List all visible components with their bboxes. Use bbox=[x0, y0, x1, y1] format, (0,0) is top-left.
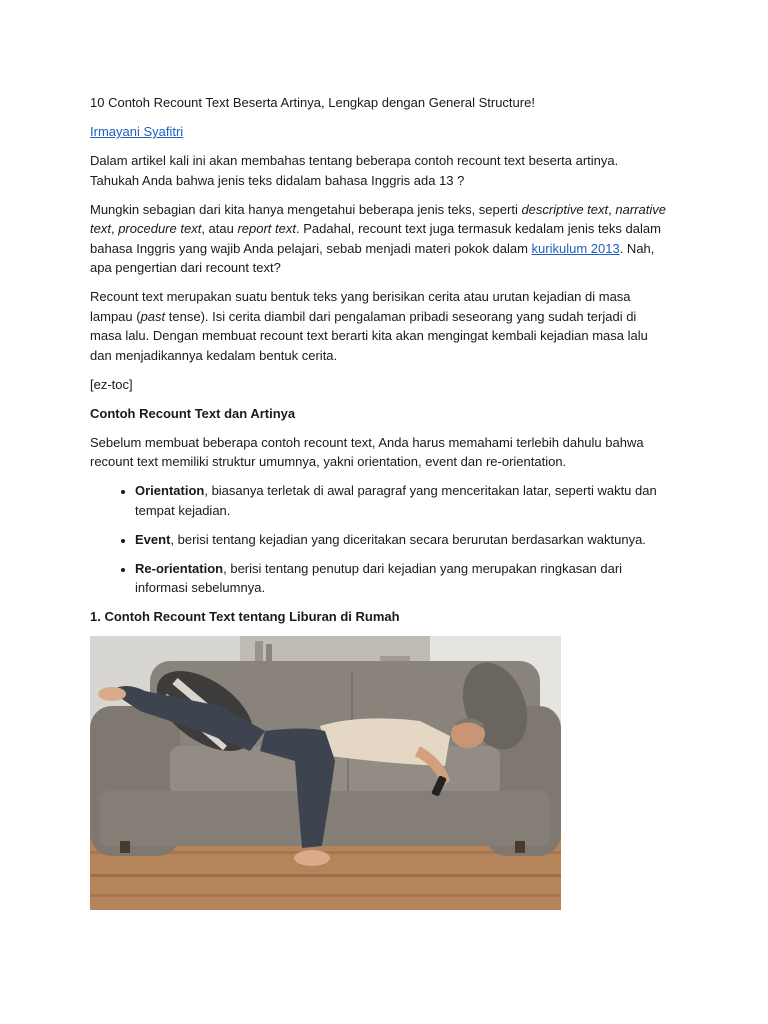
structure-paragraph: Sebelum membuat beberapa contoh recount text, Anda harus memahami terlebih dahulu bahwa recount text memiliki struktur umumnya, yakni orientation, event dan re-orientation. bbox=[90, 434, 644, 469]
list-item-reorientation: • Re-orientation, berisi tentang penutup dari kejadian yang merupakan ringkasan dari informasi sebelumnya. bbox=[135, 559, 670, 598]
document-body bbox=[90, 93, 670, 910]
author-line bbox=[90, 122, 670, 142]
list-item-event: • Event, berisi tentang kejadian yang diceritakan secara berurutan berdasarkan waktunya. bbox=[135, 530, 670, 550]
intro-paragraph: Dalam artikel kali ini akan membahas tentang beberapa contoh recount text beserta artinya. Tahukah Anda bahwa jenis teks didalam bahasa Inggris ada 13 ? bbox=[90, 153, 619, 188]
example-heading: 1. Contoh Recount Text tentang Liburan di Rumah bbox=[90, 609, 400, 624]
structure-list bbox=[90, 481, 670, 598]
definition-paragraph: Recount text merupakan suatu bentuk teks yang berisikan cerita atau urutan kejadian di masa lampau (past tense). Isi cerita diambil dari pengalaman pribadi seseorang yang sudah terjadi di masa lalu. Dengan membuat recount text berarti kita akan mengingat kembali kejadian masa lalu dan menjadikannya kedalam bentuk cerita. bbox=[90, 289, 648, 363]
man-on-sofa-photo bbox=[90, 636, 561, 910]
kurikulum-link[interactable]: kurikulum 2013 bbox=[531, 240, 620, 256]
ez-toc-placeholder: [ez-toc] bbox=[90, 376, 133, 392]
list-item-orientation: • Orientation, biasanya terletak di awal paragraf yang menceritakan latar, seperti waktu dan tempat kejadian. bbox=[135, 481, 670, 520]
section-heading: Contoh Recount Text dan Artinya bbox=[90, 405, 296, 421]
article-title: 10 Contoh Recount Text Beserta Artinya, Lengkap dengan General Structure! bbox=[90, 95, 535, 110]
author-link[interactable]: Irmayani Syafitri bbox=[90, 124, 184, 139]
text-types-paragraph: Mungkin sebagian dari kita hanya mengetahui beberapa jenis teks, seperti descriptive text, narrative text, procedure text, atau report text. Padahal, recount text juga termasuk kedalam jenis teks dalam bahasa Inggris yang wajib Anda pelajari, sebab menjadi materi pokok dalam kurikulum 2013. Nah, apa pengertian dari recount text? bbox=[90, 201, 666, 275]
